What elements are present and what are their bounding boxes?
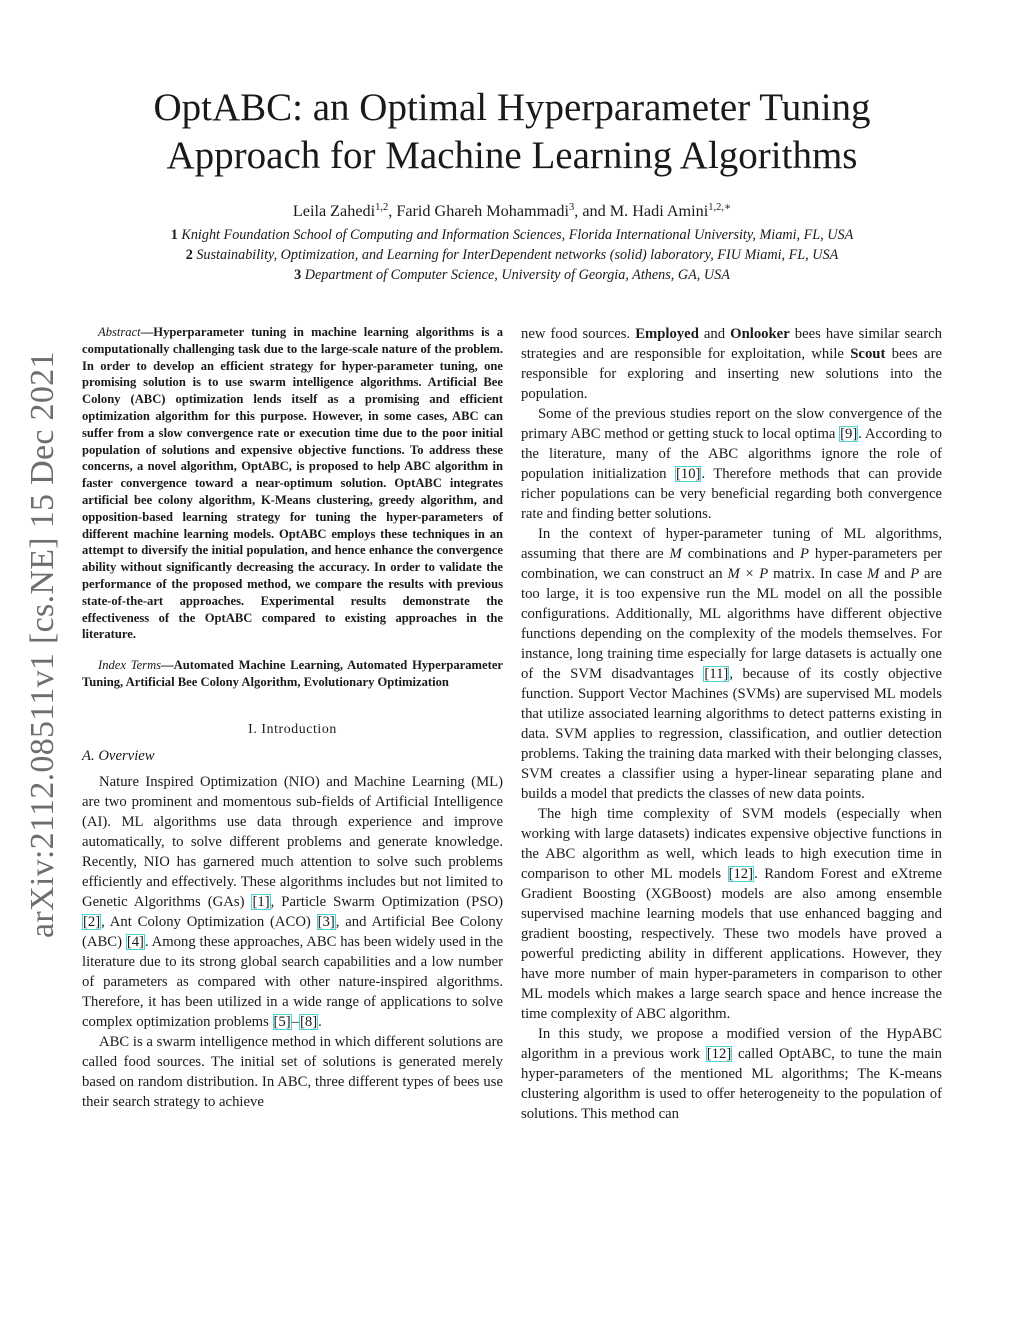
index-terms-label: Index Terms bbox=[98, 658, 162, 673]
paragraph: ABC is a swarm intelligence method in which different solutions are called food sources. The initial set of solutions is generated merely based on random distribution. In ABC, three different types of bees use their search strategy to achieve bbox=[82, 1033, 503, 1110]
math-symbol: M bbox=[867, 566, 880, 582]
citation-link[interactable]: [9] bbox=[840, 426, 858, 442]
author-list: Leila Zahedi$^{1,2}$, Farid Ghareh Mohammadi$^3$, and M. Hadi Amini$^{1,2,∗}$ bbox=[292, 202, 732, 220]
paragraph: Some of the previous studies report on the slow convergence of the primary ABC method or getting stuck to local optima [9]. According to the literature, many of the ABC algorithms ignore the role of population initialization [10]. Therefore methods that can provide richer populations can be very beneficial regarding both convergence rate and finding better solutions. bbox=[521, 406, 942, 522]
left-column bbox=[82, 324, 503, 1112]
affiliation-1: 1 Knight Foundation School of Computing and Information Sciences, Florida International University, Miami, FL, USA bbox=[170, 227, 854, 243]
author-affiliation-marker: 1,2 bbox=[375, 202, 389, 213]
math-expression: M × P bbox=[727, 566, 769, 582]
title-line-2: Approach for Machine Learning Algorithms bbox=[166, 134, 858, 177]
paragraph: In this study, we propose a modified version of the HypABC algorithm in a previous work [12] called OptABC, to tune the main hyper-parameters of the mentioned ML algorithms; The K-means clustering algorithm is used to offer heterogeneity to the population of solutions. This method can bbox=[521, 1026, 942, 1122]
paragraph: new food sources. Employed and Onlooker bees have similar search strategies and are responsible for exploitation, while Scout bees are responsible for exploring and inserting new solutions into the population. bbox=[521, 326, 942, 402]
abstract: Abstract—Hyperparameter tuning in machine learning algorithms is a computationally challenging task due to the large-scale nature of the problem. In order to develop an efficient strategy for hyper-parameter tuning, one promising solution is to use swarm intelligence algorithms. Artificial Bee Colony (ABC) optimization lends itself as a promising and efficient optimization algorithm for this purpose. However, in some cases, ABC can suffer from a slow convergence rate or execution time due to the poor initial population of solutions and expensive objective functions. To address these concerns, a novel algorithm, OptABC, is proposed to help ABC algorithm in faster convergence toward a near-optimum solution. OptABC integrates artificial bee colony algorithm, K-Means clustering, greedy algorithm, and opposition-based learning strategy for tuning the hyper-parameters of different machine learning models. OptABC employs these techniques in an attempt to diversify the initial population, and hence enhance the convergence ability without significantly decreasing the accuracy. In order to validate the performance of the proposed method, we compare the results with previous state-of-the-art approaches. Experimental results demonstrate the effectiveness of the OptABC compared to existing approaches in the literature. bbox=[82, 325, 503, 642]
author-affiliation-marker: 3 bbox=[568, 202, 575, 213]
paragraph: The high time complexity of SVM models (especially when working with large datasets) indicates expensive objective functions in the ABC algorithm as well, which leads to high execution time in comparison to other ML models [12]. Random Forest and eXtreme Gradient Boosting (XGBoost) models are also among ensemble supervised machine learning models that use enhanced bagging and gradient boosting, respectively. These two models have proved a powerful predicting ability in different applications. However, they have more number of main hyper-parameters in comparison to other ML models which makes a large search space and hence increase the time complexity of ABC algorithm. bbox=[521, 806, 942, 1022]
citation-link[interactable]: [1] bbox=[252, 893, 270, 910]
citation-link[interactable]: [3] bbox=[317, 913, 335, 930]
index-terms-text: Automated Machine Learning, Automated Hyperparameter Tuning, Artificial Bee Colony Algorithm, Evolutionary Optimization bbox=[82, 658, 504, 689]
bold-term: Scout bbox=[850, 346, 886, 362]
author-name: Farid Ghareh Mohammadi bbox=[396, 202, 569, 220]
affiliation-3: 3 Department of Computer Science, University of Georgia, Athens, GA, USA bbox=[294, 267, 730, 283]
math-symbol: P bbox=[799, 546, 809, 562]
math-symbol: P bbox=[910, 566, 920, 582]
citation-link[interactable]: [12] bbox=[728, 866, 754, 882]
index-terms: Index Terms—Automated Machine Learning, Automated Hyperparameter Tuning, Artificial Bee Colony Algorithm, Evolutionary Optimization bbox=[82, 658, 504, 689]
citation-link[interactable]: [5] bbox=[273, 1013, 291, 1030]
citation-link[interactable]: [4] bbox=[126, 933, 144, 950]
right-column bbox=[521, 324, 942, 1124]
abstract-text: Hyperparameter tuning in machine learning algorithms is a computationally challenging task due to the large-scale nature of the problem. In order to develop an efficient strategy for hyper-parameter tuning, one promising solution is to use swarm intelligence algorithms. Artificial Bee Colony (ABC) optimization lends itself as a promising and efficient optimization algorithm for this purpose. However, in some cases, ABC can suffer from a slow convergence rate or execution time due to the poor initial population of solutions and expensive objective functions. To address these concerns, a novel algorithm, OptABC, is proposed to help ABC algorithm in faster convergence toward a near-optimum solution. OptABC integrates artificial bee colony algorithm, K-Means clustering, greedy algorithm, and opposition-based learning strategy for tuning the hyper-parameters of different machine learning models. OptABC employs these techniques in an attempt to diversify the initial population, and hence enhance the convergence ability without significantly decreasing the accuracy. In order to validate the performance of the proposed method, we compare the results with previous state-of-the-art approaches. Experimental results demonstrate the effectiveness of the OptABC compared to existing approaches in the literature. bbox=[82, 325, 503, 642]
author-affiliation-marker: 1,2,∗ bbox=[708, 202, 732, 213]
section-heading: I. Introduction bbox=[248, 720, 337, 736]
abstract-label: Abstract bbox=[98, 325, 141, 339]
title-line-1: OptABC: an Optimal Hyperparameter Tuning bbox=[153, 86, 871, 129]
bold-term: Onlooker bbox=[730, 326, 790, 342]
math-symbol: M bbox=[669, 546, 682, 562]
author-name: M. Hadi Amini bbox=[609, 202, 709, 220]
subsection-heading: A. Overview bbox=[82, 747, 155, 764]
paragraph: In the context of hyper-parameter tuning of ML algorithms, assuming that there are M combinations and P hyper-parameters per combination, we can construct an M × P matrix. In case M and P are too large, it is too expensive run the ML model on all the possible configurations. Additionally, ML algorithms have different objective functions depending on the complexity of the models themselves. For instance, long training time especially for large datasets is actually one of the SVM disadvantages [11], because of its costly objective function. Support Vector Machines (SVMs) are supervised ML models that utilize associated learning algorithms to detect patterns existing in data. SVM applies to regression, classification, and outlier detection problems. Taking the training data marked with their belonging classes, SVM creates a classifier using a hyper-linear separating plane and builds a model that predicts the classes of new data points. bbox=[521, 526, 943, 802]
citation-link[interactable]: [10] bbox=[675, 466, 701, 482]
paragraph: Nature Inspired Optimization (NIO) and Machine Learning (ML) are two prominent and momentous sub-fields of Artificial Intelligence (AI). ML algorithms use data through experience and improve automatically, to solve different problems and generate knowledge. Recently, NIO has garnered much attention to solve such problems efficiently and effectively. These algorithms includes but not limited to Genetic Algorithms (GAs) [1], Particle Swarm Optimization (PSO) [2], Ant Colony Optimization (ACO) [3], and Artificial Bee Colony (ABC) [4]. Among these approaches, ABC has been widely used in the literature due to its strong global search capabilities and a low number of parameters as compared with other nature-inspired algorithms. Therefore, it has been utilized in a wide range of applications to solve complex optimization problems [5]–[8]. bbox=[82, 773, 504, 1030]
author-name: Leila Zahedi bbox=[292, 202, 376, 220]
citation-link[interactable]: [8] bbox=[299, 1013, 318, 1030]
paper-title bbox=[95, 84, 929, 180]
arxiv-identifier-stamp: arXiv:2112.08511v1 [cs.NE] 15 Dec 2021 bbox=[24, 351, 61, 939]
citation-link[interactable]: [12] bbox=[706, 1046, 732, 1062]
citation-link[interactable]: [2] bbox=[83, 913, 101, 930]
affiliation-2: 2 Sustainability, Optimization, and Learning for InterDependent networks (solid) laboratory, FIU Miami, FL, USA bbox=[185, 247, 839, 263]
bold-term: Employed bbox=[635, 326, 699, 342]
citation-link[interactable]: [11] bbox=[704, 666, 729, 682]
